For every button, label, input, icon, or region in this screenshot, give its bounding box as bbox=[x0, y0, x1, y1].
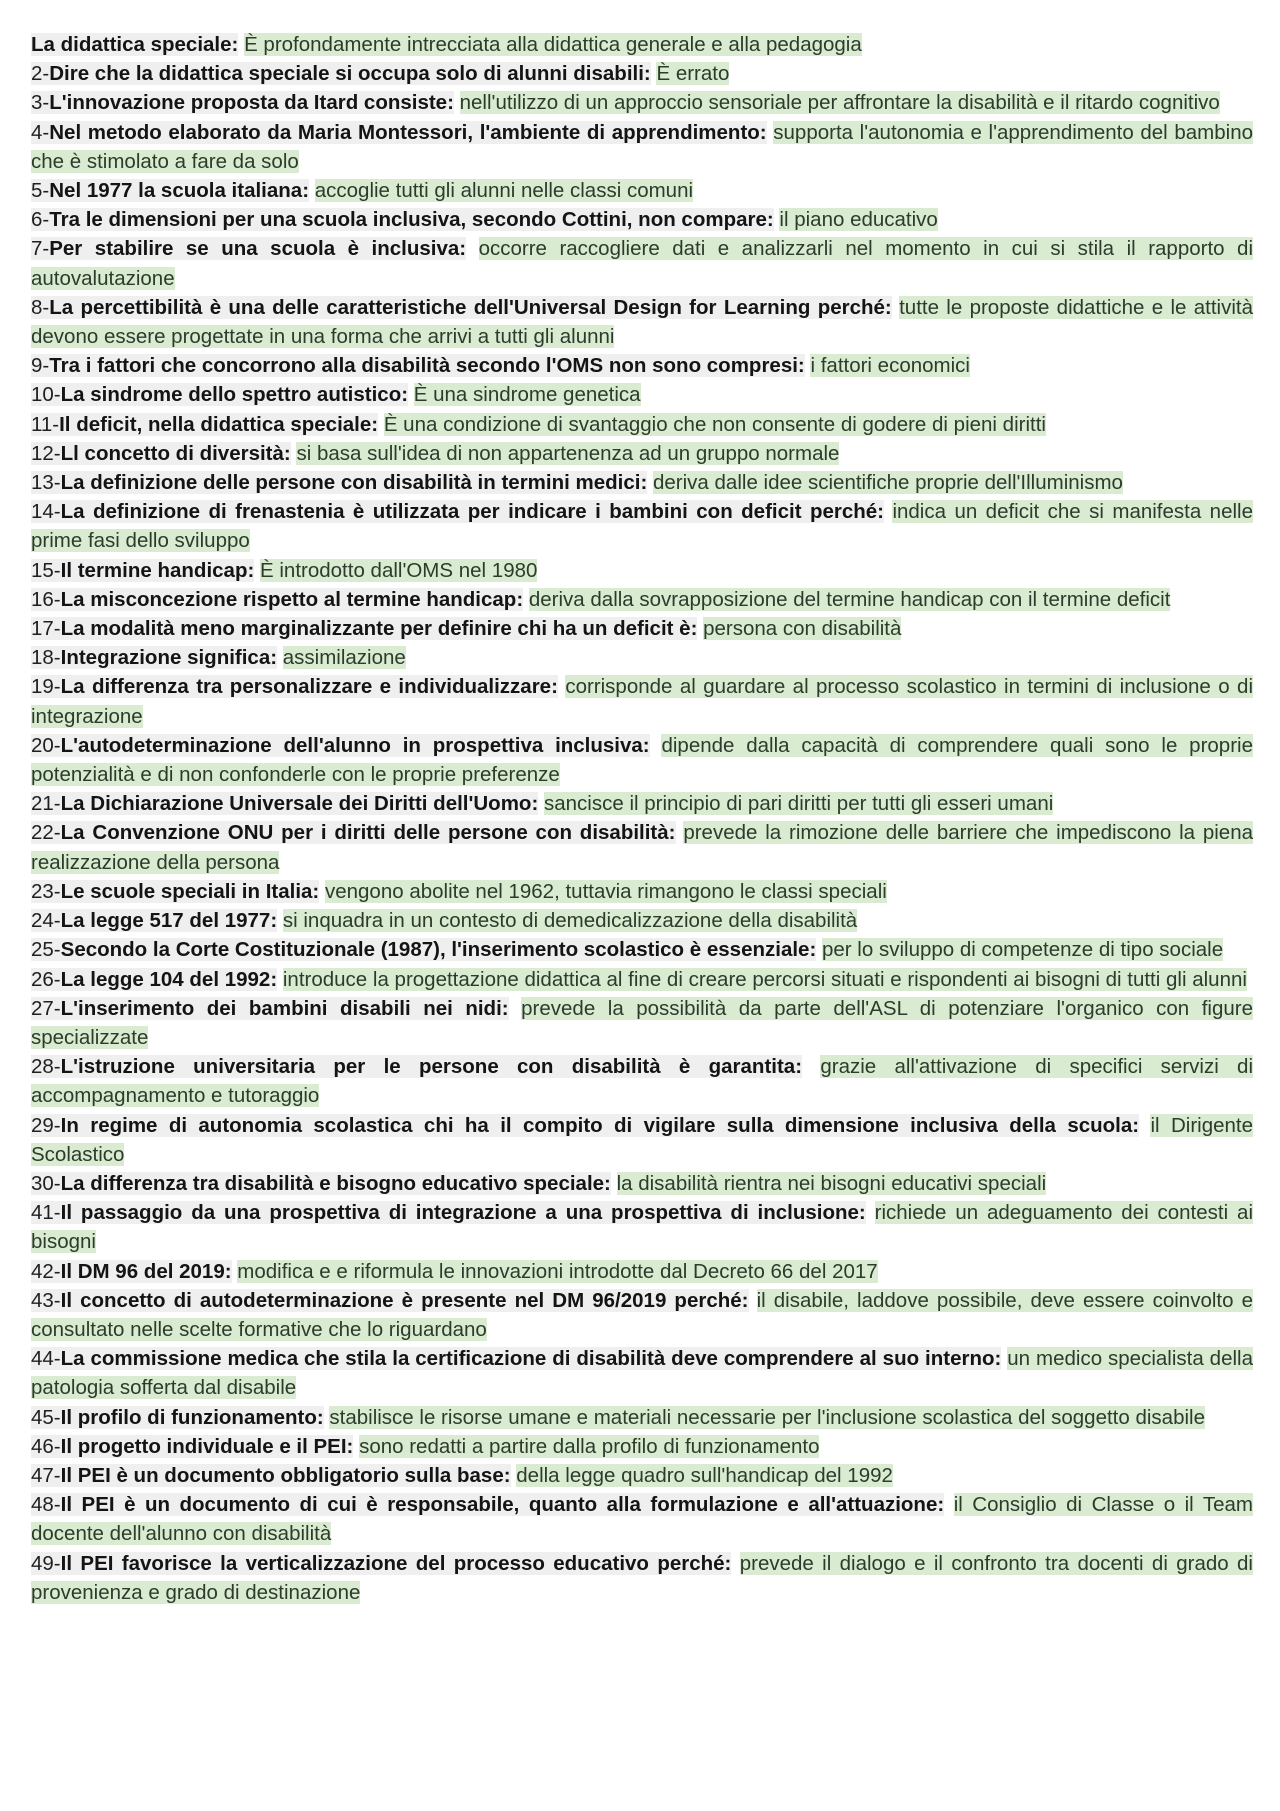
qa-item bbox=[31, 468, 1253, 497]
question-number: 44- bbox=[31, 1347, 61, 1371]
answer-text: assimilazione bbox=[282, 646, 406, 670]
question-text: La differenza tra personalizzare e individualizzare: bbox=[60, 675, 558, 699]
question-number: 23- bbox=[31, 879, 61, 903]
qa-item bbox=[31, 30, 1253, 59]
question-number: 49- bbox=[31, 1551, 61, 1575]
answer-text: il piano educativo bbox=[779, 208, 938, 232]
question-text: L'autodeterminazione dell'alunno in prospettiva inclusiva: bbox=[60, 733, 650, 757]
question-number: 28- bbox=[31, 1055, 61, 1079]
qa-item bbox=[31, 118, 1253, 176]
answer-text: persona con disabilità bbox=[703, 617, 902, 641]
answer-text: tutte le proposte didattiche e le attività devono essere progettate in una forma che arrivi a tutti gli alunni bbox=[31, 295, 1253, 349]
question-number: 3- bbox=[31, 91, 50, 115]
qa-item bbox=[31, 1257, 1253, 1286]
answer-text: il Dirigente Scolastico bbox=[31, 1113, 1253, 1166]
question-number: 11- bbox=[31, 412, 60, 436]
answer-text: occorre raccogliere dati e analizzarli nel momento in cui si stila il rapporto di autovalutazione bbox=[31, 237, 1254, 290]
question-text: Il progetto individuale e il PEI: bbox=[60, 1434, 354, 1458]
question-number: 15- bbox=[31, 558, 61, 582]
question-text: Integrazione significa: bbox=[60, 646, 278, 670]
question-text: Nel metodo elaborato da Maria Montessori, l'ambiente di apprendimento: bbox=[49, 120, 767, 144]
question-text: Il PEI è un documento di cui è responsabile, quanto alla formulazione e all'attuazione: bbox=[60, 1493, 945, 1517]
question-number: 45- bbox=[31, 1405, 61, 1429]
question-number: 16- bbox=[31, 587, 61, 611]
qa-item bbox=[31, 906, 1253, 935]
question-text: Secondo la Corte Costituzionale (1987), l'inserimento scolastico è essenziale: bbox=[60, 938, 817, 962]
question-text: Il PEI favorisce la verticalizzazione del processo educativo perché: bbox=[60, 1551, 732, 1575]
question-text: Il profilo di funzionamento: bbox=[60, 1405, 324, 1429]
question-text: La sindrome dello spettro autistico: bbox=[60, 383, 409, 407]
qa-item bbox=[31, 1344, 1253, 1402]
question-text: L'inserimento dei bambini disabili nei nidi: bbox=[60, 996, 509, 1020]
question-number: 46- bbox=[31, 1434, 61, 1458]
answer-text: deriva dalle idee scientifiche proprie dell'Illuminismo bbox=[653, 471, 1123, 495]
qa-item bbox=[31, 1549, 1253, 1607]
qa-item bbox=[31, 293, 1253, 351]
answer-text: la disabilità rientra nei bisogni educativi speciali bbox=[616, 1171, 1047, 1195]
qa-item bbox=[31, 1286, 1253, 1344]
qa-item bbox=[31, 410, 1253, 439]
answer-text: sono redatti a partire dalla profilo di funzionamento bbox=[359, 1434, 820, 1458]
question-number: 42- bbox=[31, 1259, 61, 1283]
answer-text: dipende dalla capacità di comprendere quali sono le proprie potenzialità e di non confonderle con le proprie preferenze bbox=[31, 733, 1253, 787]
question-text: La definizione delle persone con disabilità in termini medici: bbox=[60, 471, 648, 495]
question-number: 13- bbox=[31, 471, 61, 495]
qa-item bbox=[31, 818, 1253, 876]
question-text: Il passaggio da una prospettiva di integrazione a una prospettiva di inclusione: bbox=[60, 1201, 866, 1225]
question-text: Il deficit, nella didattica speciale: bbox=[59, 412, 379, 436]
answer-text: È una condizione di svantaggio che non consente di godere di pieni diritti bbox=[383, 412, 1046, 436]
question-text: La Dichiarazione Universale dei Diritti dell'Uomo: bbox=[60, 792, 539, 816]
answer-text: È una sindrome genetica bbox=[413, 383, 641, 407]
answer-text: indica un deficit che si manifesta nelle prime fasi dello sviluppo bbox=[31, 500, 1253, 553]
question-text: La definizione di frenastenia è utilizzata per indicare i bambini con deficit perché: bbox=[60, 500, 885, 524]
qa-item bbox=[31, 877, 1253, 906]
question-text: La didattica speciale: bbox=[31, 33, 239, 56]
question-text: La Convenzione ONU per i diritti delle persone con disabilità: bbox=[60, 821, 676, 845]
question-text: Tra le dimensioni per una scuola inclusiva, secondo Cottini, non compare: bbox=[49, 208, 774, 232]
question-number: 17- bbox=[31, 617, 61, 641]
qa-item bbox=[31, 234, 1253, 292]
question-text: La modalità meno marginalizzante per definire chi ha un deficit è: bbox=[60, 617, 698, 641]
question-text: Ll concetto di diversità: bbox=[60, 441, 291, 465]
question-number: 27- bbox=[31, 996, 61, 1020]
question-number: 7- bbox=[31, 237, 50, 261]
answer-text: prevede il dialogo e il confronto tra docenti di grado di provenienza e grado di destinazione bbox=[31, 1551, 1253, 1604]
question-text: La legge 104 del 1992: bbox=[60, 967, 278, 991]
answer-text: prevede la rimozione delle barriere che impediscono la piena realizzazione della persona bbox=[31, 821, 1254, 874]
answer-text: stabilisce le risorse umane e materiali necessarie per l'inclusione scolastica del soggetto disabile bbox=[329, 1405, 1205, 1429]
question-number: 4- bbox=[31, 120, 50, 144]
question-text: Nel 1977 la scuola italiana: bbox=[49, 179, 310, 203]
answer-text: richiede un adeguamento dei contesti ai bisogni bbox=[31, 1201, 1253, 1254]
answer-text: il Consiglio di Classe o il Team docente dell'alunno con disabilità bbox=[31, 1493, 1253, 1546]
answer-text: sancisce il principio di pari diritti per tutti gli esseri umani bbox=[543, 792, 1054, 816]
question-text: La differenza tra disabilità e bisogno educativo speciale: bbox=[60, 1171, 611, 1195]
question-text: Dire che la didattica speciale si occupa solo di alunni disabili: bbox=[49, 62, 651, 86]
question-number: 20- bbox=[31, 733, 61, 757]
qa-item bbox=[31, 351, 1253, 380]
question-text: L'innovazione proposta da Itard consiste: bbox=[49, 91, 454, 115]
question-number: 10- bbox=[31, 383, 61, 407]
question-text: La legge 517 del 1977: bbox=[60, 909, 278, 933]
question-text: Le scuole speciali in Italia: bbox=[60, 879, 320, 903]
question-text: La commissione medica che stila la certificazione di disabilità deve comprendere al suo interno: bbox=[60, 1347, 1002, 1371]
qa-item bbox=[31, 176, 1253, 205]
qa-item bbox=[31, 614, 1253, 643]
qa-item bbox=[31, 1461, 1253, 1490]
question-number: 30- bbox=[31, 1171, 61, 1195]
question-number: 29- bbox=[31, 1113, 61, 1137]
question-number: 9- bbox=[31, 354, 50, 378]
qa-item bbox=[31, 556, 1253, 585]
answer-text: È introdotto dall'OMS nel 1980 bbox=[260, 558, 538, 582]
question-number: 26- bbox=[31, 967, 61, 991]
question-number: 41- bbox=[31, 1201, 61, 1225]
quiz-document bbox=[31, 30, 1253, 1607]
answer-text: della legge quadro sull'handicap del 1992 bbox=[516, 1463, 893, 1487]
qa-item bbox=[31, 439, 1253, 468]
question-text: L'istruzione universitaria per le persone con disabilità è garantita: bbox=[60, 1055, 803, 1079]
question-number: 22- bbox=[31, 821, 61, 845]
answer-text: per lo sviluppo di competenze di tipo sociale bbox=[821, 938, 1224, 962]
answer-text: È profondamente intrecciata alla didattica generale e alla pedagogia bbox=[244, 33, 862, 56]
answer-text: il disabile, laddove possibile, deve essere coinvolto e consultato nelle scelte formative che lo riguardano bbox=[31, 1288, 1253, 1341]
qa-item bbox=[31, 672, 1253, 730]
qa-item bbox=[31, 1052, 1253, 1110]
qa-item bbox=[31, 59, 1253, 88]
qa-item bbox=[31, 88, 1253, 117]
qa-item bbox=[31, 789, 1253, 818]
answer-text: si basa sull'idea di non appartenenza ad un gruppo normale bbox=[296, 441, 840, 465]
qa-item bbox=[31, 205, 1253, 234]
answer-text: corrisponde al guardare al processo scolastico in termini di inclusione o di integrazione bbox=[31, 675, 1253, 728]
question-text: Tra i fattori che concorrono alla disabilità secondo l'OMS non sono compresi: bbox=[49, 354, 805, 378]
qa-item bbox=[31, 965, 1253, 994]
question-text: Il termine handicap: bbox=[60, 558, 255, 582]
answer-text: modifica e e riformula le innovazioni introdotte dal Decreto 66 del 2017 bbox=[237, 1259, 878, 1283]
qa-item bbox=[31, 1403, 1253, 1432]
question-number: 25- bbox=[31, 938, 61, 962]
question-number: 47- bbox=[31, 1463, 61, 1487]
question-text: La misconcezione rispetto al termine handicap: bbox=[60, 587, 524, 611]
question-text: Il PEI è un documento obbligatorio sulla base: bbox=[60, 1463, 511, 1487]
answer-text: nell'utilizzo di un approccio sensoriale per affrontare la disabilità e il ritardo cognitivo bbox=[459, 91, 1220, 115]
answer-text: grazie all'attivazione di specifici servizi di accompagnamento e tutoraggio bbox=[31, 1055, 1254, 1108]
answer-text: prevede la possibilità da parte dell'ASL di potenziare l'organico con figure specializzate bbox=[31, 996, 1253, 1049]
question-text: Il DM 96 del 2019: bbox=[60, 1259, 232, 1283]
qa-item bbox=[31, 994, 1253, 1052]
answer-text: È errato bbox=[656, 62, 730, 86]
question-number: 24- bbox=[31, 909, 61, 933]
question-number: 21- bbox=[31, 792, 61, 816]
qa-item bbox=[31, 497, 1253, 555]
answer-text: i fattori economici bbox=[810, 354, 970, 378]
question-number: 14- bbox=[31, 500, 61, 524]
answer-text: introduce la progettazione didattica al fine di creare percorsi situati e rispondenti ai bisogni di tutti gli alunni bbox=[282, 967, 1247, 991]
qa-item bbox=[31, 1111, 1253, 1169]
answer-text: vengono abolite nel 1962, tuttavia rimangono le classi speciali bbox=[324, 879, 887, 903]
question-number: 12- bbox=[31, 441, 61, 465]
qa-item bbox=[31, 1198, 1253, 1256]
question-number: 5- bbox=[31, 179, 50, 203]
qa-item bbox=[31, 731, 1253, 789]
question-number: 6- bbox=[31, 208, 50, 232]
question-number: 43- bbox=[31, 1288, 61, 1312]
question-text: Il concetto di autodeterminazione è presente nel DM 96/2019 perché: bbox=[60, 1288, 749, 1312]
qa-item bbox=[31, 1432, 1253, 1461]
qa-item bbox=[31, 1490, 1253, 1548]
qa-item bbox=[31, 1169, 1253, 1198]
answer-text: si inquadra in un contesto di demedicalizzazione della disabilità bbox=[282, 909, 858, 933]
answer-text: deriva dalla sovrapposizione del termine handicap con il termine deficit bbox=[528, 587, 1171, 611]
question-number: 2- bbox=[31, 62, 50, 86]
qa-item bbox=[31, 585, 1253, 614]
question-text: Per stabilire se una scuola è inclusiva: bbox=[49, 237, 467, 261]
qa-item bbox=[31, 380, 1253, 409]
qa-item bbox=[31, 935, 1253, 964]
question-text: In regime di autonomia scolastica chi ha il compito di vigilare sulla dimensione inclusiva della scuola: bbox=[60, 1113, 1140, 1137]
qa-item bbox=[31, 643, 1253, 672]
question-number: 48- bbox=[31, 1493, 61, 1517]
answer-text: un medico specialista della patologia sofferta dal disabile bbox=[31, 1347, 1253, 1400]
question-number: 19- bbox=[31, 675, 61, 699]
question-number: 18- bbox=[31, 646, 61, 670]
answer-text: supporta l'autonomia e l'apprendimento del bambino che è stimolato a fare da solo bbox=[31, 120, 1253, 173]
question-number: 8- bbox=[31, 295, 50, 319]
answer-text: accoglie tutti gli alunni nelle classi comuni bbox=[314, 179, 694, 203]
question-text: La percettibilità è una delle caratteristiche dell'Universal Design for Learning perché: bbox=[49, 295, 892, 319]
